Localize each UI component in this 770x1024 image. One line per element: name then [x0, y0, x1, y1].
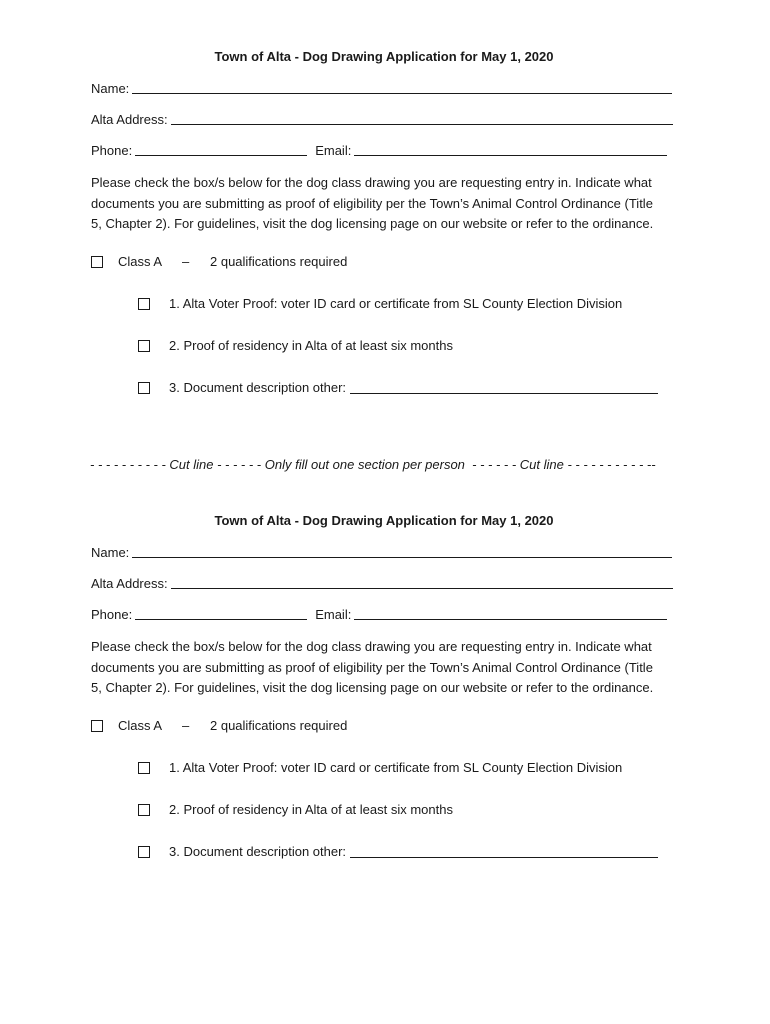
email-field[interactable] — [354, 141, 667, 156]
qualification-2-label: 2. Proof of residency in Alta of at least six months — [169, 802, 453, 817]
name-label: Name: — [91, 545, 130, 560]
qualification-3-label: 3. Document description other: — [169, 844, 347, 859]
address-field[interactable] — [171, 574, 673, 589]
address-field[interactable] — [171, 110, 673, 125]
application-section-2 — [91, 510, 681, 863]
class-requirement: 2 qualifications required — [210, 254, 348, 269]
name-label: Name: — [91, 81, 130, 96]
class-a-row — [91, 251, 681, 273]
class-dash: – — [182, 718, 190, 733]
name-field-row — [91, 77, 681, 97]
form-title: Town of Alta - Dog Drawing Application for May 1, 2020 — [214, 513, 554, 528]
name-field-row — [91, 541, 681, 561]
class-a-label: Class A — [118, 718, 163, 733]
cut-line: - - - - - - - - - - Cut line - - - - - - Only fill out one section per person - - - - - - Cut line - - - - - - - - - - -- — [90, 457, 656, 472]
contact-field-row — [91, 139, 681, 159]
class-a-label: Class A — [118, 254, 163, 269]
document-description-field[interactable] — [350, 379, 658, 394]
name-field[interactable] — [132, 543, 672, 558]
contact-field-row — [91, 603, 681, 623]
instructions-text: Please check the box/s below for the dog class drawing you are requesting entry in. Indicate what documents you are submitting as proof of eligibility per the Town’s Animal Control Ordinance (Title 5, Chapter 2). For guidelines, visit the dog licensing page on our website or refer to the ordinance. — [91, 175, 654, 231]
email-label: Email: — [315, 607, 352, 622]
qualification-1-label: 1. Alta Voter Proof: voter ID card or certificate from SL County Election Division — [169, 760, 623, 775]
qualification-item-3 — [138, 377, 681, 399]
email-field[interactable] — [354, 605, 667, 620]
qualification-2-label: 2. Proof of residency in Alta of at least six months — [169, 338, 453, 353]
qualification-3-label: 3. Document description other: — [169, 380, 347, 395]
phone-field[interactable] — [135, 141, 307, 156]
application-section-1 — [91, 46, 681, 399]
document-description-field[interactable] — [350, 843, 658, 858]
class-a-checkbox[interactable] — [91, 256, 103, 268]
qualification-3-checkbox[interactable] — [138, 846, 150, 858]
address-label: Alta Address: — [91, 576, 168, 591]
phone-label: Phone: — [91, 607, 133, 622]
form-title: Town of Alta - Dog Drawing Application for May 1, 2020 — [214, 49, 554, 64]
phone-label: Phone: — [91, 143, 133, 158]
qualification-item-3 — [138, 841, 681, 863]
qualification-item-2 — [138, 799, 681, 821]
address-field-row — [91, 108, 681, 128]
instructions-text: Please check the box/s below for the dog class drawing you are requesting entry in. Indicate what documents you are submitting as proof of eligibility per the Town’s Animal Control Ordinance (Title 5, Chapter 2). For guidelines, visit the dog licensing page on our website or refer to the ordinance. — [91, 639, 654, 695]
phone-field[interactable] — [135, 605, 307, 620]
class-dash: – — [182, 254, 190, 269]
qualification-1-checkbox[interactable] — [138, 298, 150, 310]
address-label: Alta Address: — [91, 112, 168, 127]
name-field[interactable] — [132, 79, 672, 94]
qualification-1-checkbox[interactable] — [138, 762, 150, 774]
qualification-1-label: 1. Alta Voter Proof: voter ID card or certificate from SL County Election Division — [169, 296, 623, 311]
address-field-row — [91, 572, 681, 592]
qualification-item-1 — [138, 757, 681, 779]
qualification-3-checkbox[interactable] — [138, 382, 150, 394]
email-label: Email: — [315, 143, 352, 158]
qualification-item-1 — [138, 293, 681, 315]
qualification-item-2 — [138, 335, 681, 357]
class-requirement: 2 qualifications required — [210, 718, 348, 733]
qualification-2-checkbox[interactable] — [138, 804, 150, 816]
class-a-row — [91, 715, 681, 737]
class-a-checkbox[interactable] — [91, 720, 103, 732]
qualification-2-checkbox[interactable] — [138, 340, 150, 352]
